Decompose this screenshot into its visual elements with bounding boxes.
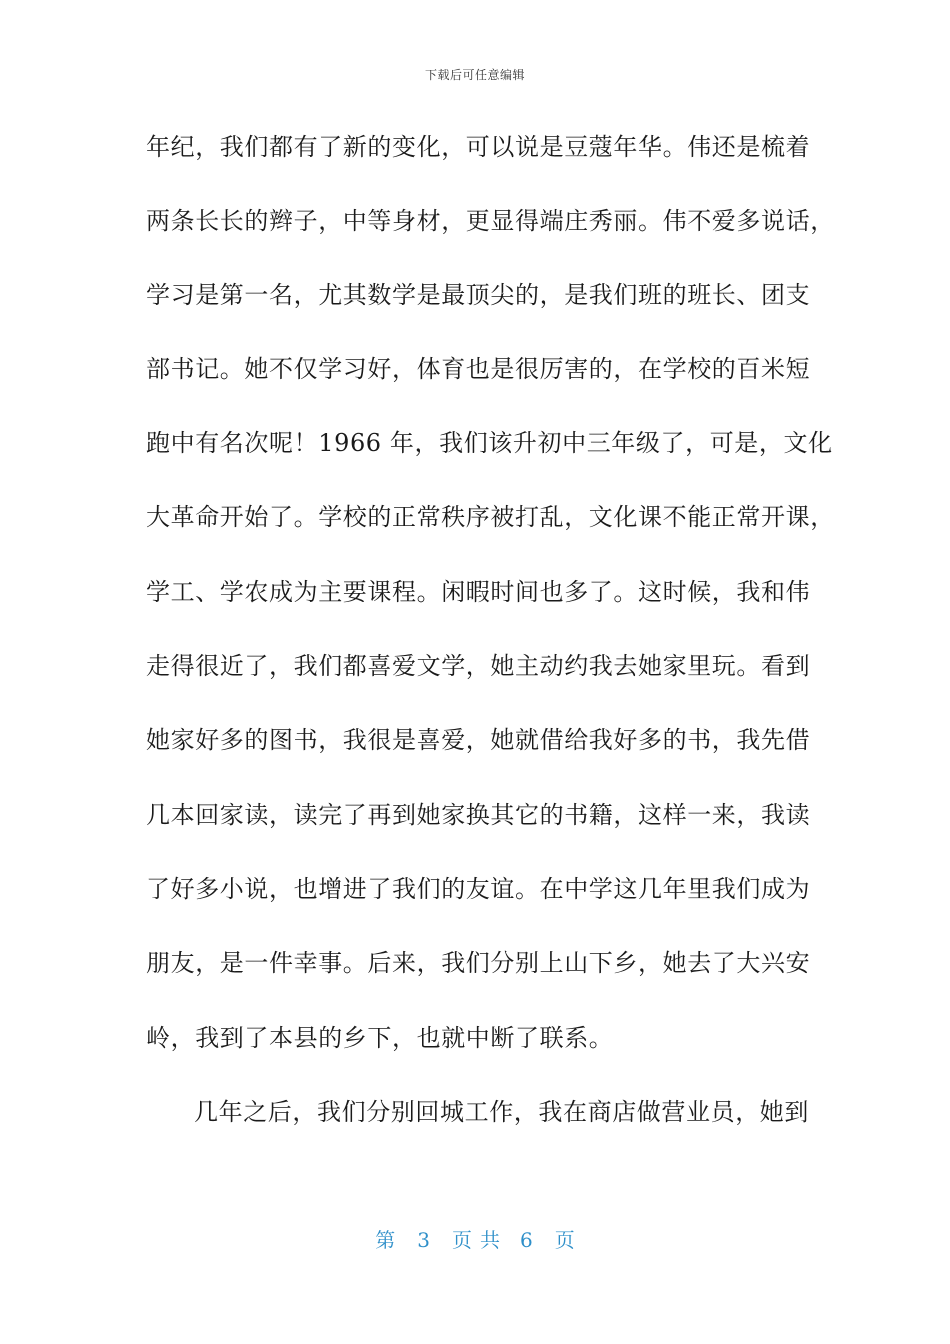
paragraph-line: 年纪，我们都有了新的变化，可以说是豆蔻年华。伟还是梳着 bbox=[146, 133, 811, 161]
paragraph-line: 她家好多的图书，我很是喜爱，她就借给我好多的书，我先借 bbox=[146, 726, 811, 754]
paragraph-line: 大革命开始了。学校的正常秩序被打乱，文化课不能正常开课， bbox=[146, 503, 835, 531]
footer-current-page: 3 bbox=[417, 1228, 430, 1252]
paragraph-line: 部书记。她不仅学习好，体育也是很厉害的，在学校的百米短 bbox=[146, 355, 811, 383]
paragraph-line: 学工、学农成为主要课程。闲暇时间也多了。这时候，我和伟 bbox=[146, 578, 811, 606]
paragraph-line: 岭，我到了本县的乡下，也就中断了联系。 bbox=[146, 1024, 614, 1052]
paragraph-line: 走得很近了，我们都喜爱文学，她主动约我去她家里玩。看到 bbox=[146, 652, 811, 680]
footer-suffix: 页 bbox=[554, 1228, 575, 1252]
paragraph-line: 学习是第一名，尤其数学是最顶尖的，是我们班的班长、团支 bbox=[146, 281, 811, 309]
page-footer bbox=[0, 1224, 950, 1253]
footer-prefix: 第 bbox=[375, 1228, 396, 1252]
paragraph-line: 几本回家读，读完了再到她家换其它的书籍，这样一来，我读 bbox=[146, 801, 811, 829]
paragraph-line: 朋友，是一件幸事。后来，我们分别上山下乡，她去了大兴安 bbox=[146, 949, 811, 977]
paragraph-line: 跑中有名次呢！1966 年，我们该升初中三年级了，可是，文化 bbox=[146, 429, 833, 457]
footer-total-pages: 6 bbox=[520, 1228, 533, 1252]
paragraph-line: 两条长长的辫子，中等身材，更显得端庄秀丽。伟不爱多说话， bbox=[146, 207, 835, 235]
paragraph-line: 几年之后，我们分别回城工作，我在商店做营业员，她到 bbox=[194, 1098, 809, 1126]
paragraph-line: 了好多小说，也增进了我们的友谊。在中学这几年里我们成为 bbox=[146, 875, 811, 903]
footer-middle: 页共 bbox=[452, 1228, 508, 1252]
page-header: 下载后可任意编辑 bbox=[424, 68, 525, 82]
